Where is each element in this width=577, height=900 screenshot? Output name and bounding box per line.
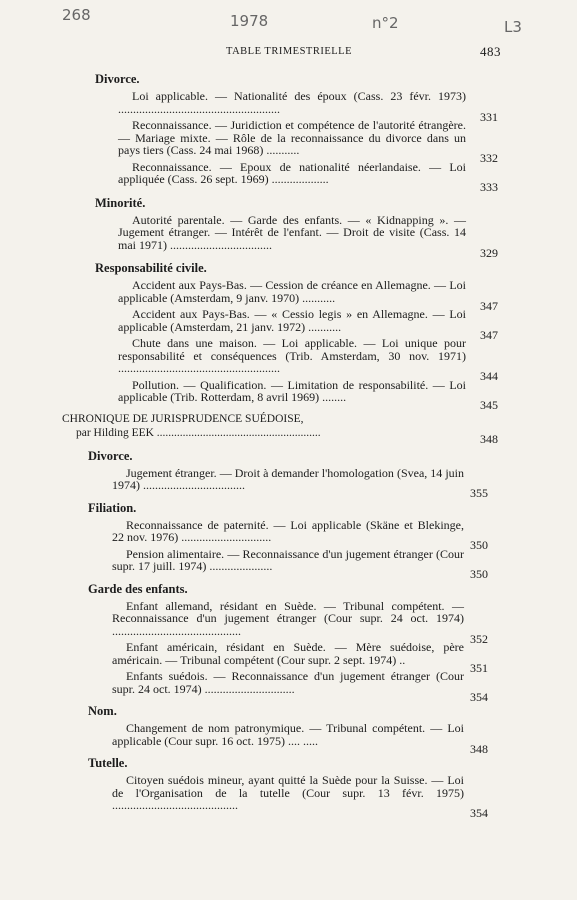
index-entry: Pollution. — Qualification. — Limitation de responsabilité. — Loi applicable (Trib. Rotterdam, 8 avril 1969) ........ 345 [118, 377, 498, 412]
index-entry: Citoyen suédois mineur, ayant quitté la Suède pour la Suisse. — Loi de l'Organisation de la tutelle (Cour supr. 13 févr. 1975) .......................................... 354 [112, 773, 488, 820]
index-entry: Autorité parentale. — Garde des enfants. — « Kidnapping ». — Jugement étranger. — Intérêt de l'enfant. — Droit de visite (Cass. 14 mai 1971) .................................. 329 [118, 212, 498, 260]
entry-page: 348 [470, 741, 488, 756]
entry-page: 350 [470, 538, 488, 552]
index-entry: Reconnaissance. — Epoux de nationalité néerlandaise. — Loi appliquée (Cass. 26 sept. 1969) ................... 333 [118, 159, 498, 194]
section-heading: Nom. [88, 704, 117, 718]
index-entry: Reconnaissance de paternité. — Loi applicable (Skäne et Blekinge, 22 nov. 1976) .............................. 350 [112, 517, 488, 552]
index-entry: Loi applicable. — Nationalité des époux (Cass. 23 févr. 1973) ...................................................... 331 [118, 89, 498, 124]
entry-page: 329 [480, 245, 498, 260]
index-content [0, 72, 577, 820]
section-heading: Divorce. [88, 448, 133, 463]
entry-page: 333 [480, 180, 498, 194]
section-heading: Minorité. [95, 195, 146, 210]
entry-page: 354 [470, 806, 488, 820]
index-entry: Accident aux Pays-Bas. — Cession de créance en Allemagne. — Loi applicable (Amsterdam, 9 janv. 1970) ........... 347 [118, 278, 498, 313]
index-entry: Chute dans une maison. — Loi applicable. — Loi unique pour responsabilité et conséquences (Trib. Amsterdam, 30 nov. 1971) ...................................................... 344 [118, 336, 498, 383]
entry-page: 350 [470, 567, 488, 581]
entry-page: 348 [480, 431, 498, 446]
entry-page: 345 [480, 398, 498, 412]
entry-page: 355 [470, 486, 488, 500]
index-entry: Enfants suédois. — Reconnaissance d'un jugement étranger (Cour supr. 24 oct. 1974) .............................. 354 [112, 669, 488, 704]
index-entry: Enfant allemand, résidant en Suède. — Tribunal compétent. — Reconnaissance d'un jugement étranger (Cour supr. 24 oct. 1974) ........................................... 352 [112, 598, 488, 646]
index-entry: Enfant américain, résidant en Suède. — Mère suédoise, père américain. — Tribunal compétent (Cour supr. 2 sept. 1974) .. 351 [112, 640, 488, 675]
index-entry: Accident aux Pays-Bas. — « Cessio legis » en Allemagne. — Loi applicable (Amsterdam, 21 janv. 1972) ........... 347 [118, 307, 498, 342]
page-number: 483 [480, 44, 501, 59]
entry-page: 331 [480, 109, 498, 124]
handwritten-note-3: n°2 [372, 14, 399, 32]
entry-page: 347 [480, 327, 498, 342]
section-heading: Tutelle. [88, 756, 128, 770]
index-entry: Changement de nom patronymique. — Tribunal compétent. — Loi applicable (Cour supr. 16 oct. 1975) .... ..... 348 [112, 721, 488, 756]
entry-page: 351 [470, 660, 488, 675]
index-entry: Pension alimentaire. — Reconnaissance d'un jugement étranger (Cour supr. 17 juill. 1974) ..................... 350 [112, 546, 488, 581]
entry-page: 332 [480, 151, 498, 165]
index-entry: Jugement étranger. — Droit à demander l'homologation (Svea, 14 juin 1974) .................................. 355 [112, 465, 488, 500]
entry-page: 352 [470, 631, 488, 646]
section-heading: Responsabilité civile. [95, 261, 207, 275]
entry-page: 354 [470, 689, 488, 704]
chronique-title: CHRONIQUE DE JURISPRUDENCE SUÉDOISE, [62, 412, 304, 425]
chronique-author: par Hilding EEK ......................................................... [76, 426, 321, 439]
handwritten-note-4: L3 [504, 18, 522, 36]
entry-page: 344 [480, 369, 498, 383]
handwritten-note-2: 1978 [230, 12, 269, 30]
chronique-heading [62, 412, 498, 446]
running-head-title: TABLE TRIMESTRIELLE [226, 46, 352, 57]
handwritten-note-1: 268 [62, 6, 91, 24]
entry-page: 347 [480, 298, 498, 313]
section-heading: Filiation. [88, 500, 137, 515]
index-entry: Reconnaissance. — Juridiction et compétence de l'autorité étrangère. — Mariage mixte. — Rôle de la reconnaissance du divorce dans un pays tiers (Cass. 24 mai 1968) ........... 332 [118, 118, 498, 165]
section-heading: Divorce. [95, 72, 140, 86]
section-heading: Garde des enfants. [88, 581, 188, 596]
